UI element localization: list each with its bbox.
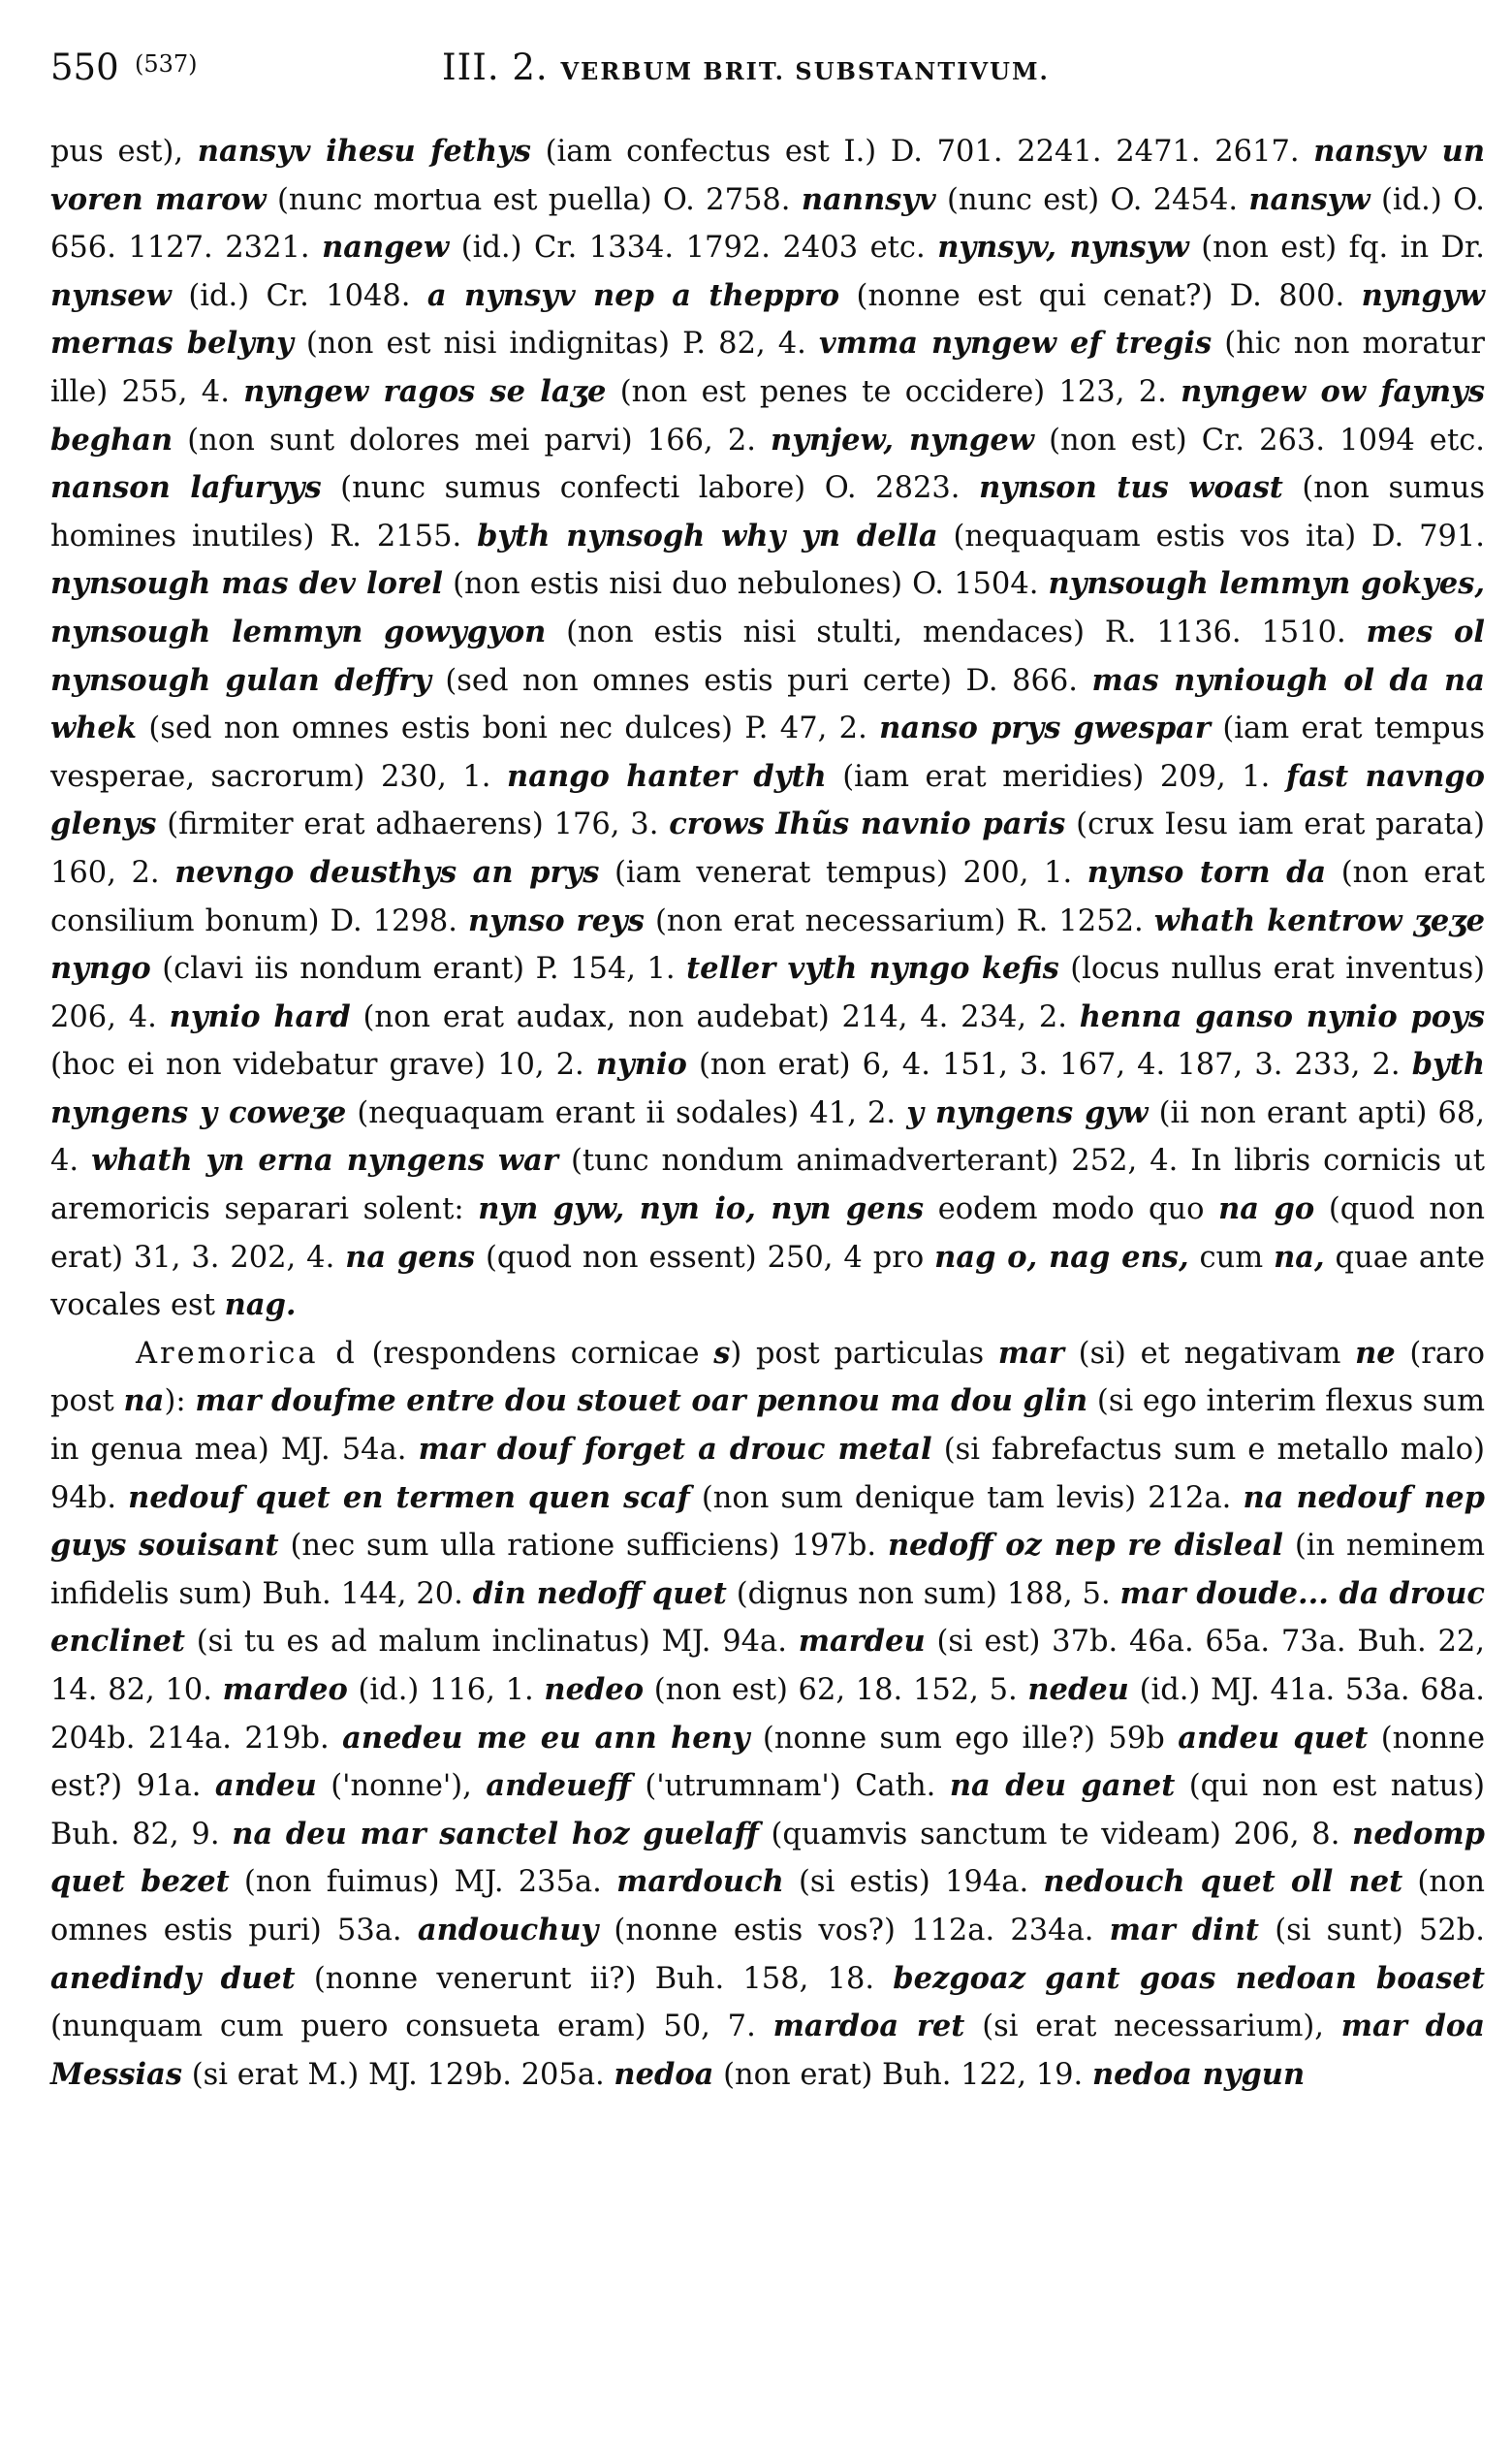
cited-form: andeueff (486, 1768, 631, 1804)
gloss-text: (non sumus homines inutiles) R. 2155. (50, 471, 1486, 554)
cited-form: mar dint (1109, 1912, 1260, 1947)
cited-form: nannsyv (801, 181, 936, 217)
gloss-text: (nonne estis vos?) 112a. 234a. (598, 1913, 1110, 1947)
cited-form: nyn gyw, nyn io, nyn gens (478, 1191, 925, 1227)
gloss-text: (locus nullus erat inventus) 206, 4. (50, 952, 1485, 1034)
page-number: 550 (50, 47, 119, 88)
gloss-text: ('utrumnam') Cath. (630, 1769, 950, 1804)
gloss-text: (quod non essent) 250, 4 pro (475, 1240, 935, 1275)
gloss-text: (id.) 116, 1. (347, 1673, 545, 1707)
gloss-text: (dignus non sum) 188, 5. (726, 1576, 1120, 1611)
gloss-text: (si est) 37b. 46a. 65a. 73a. Buh. 22, 14. 82, 10. (50, 1625, 1485, 1707)
gloss-text: (si) et negativam (1063, 1336, 1356, 1371)
gloss-text: (nunc mortua est puella) O. 2758. (266, 182, 802, 217)
cited-form: s (713, 1335, 731, 1371)
cited-form: anedeu me eu ann heny (342, 1720, 750, 1756)
gloss-text: (nequaquam estis vos ita) D. 791. (937, 519, 1485, 554)
gloss-text: (iam confectus est I.) D. 701. 2241. 2471. 2617. (530, 135, 1314, 169)
cited-form: na gens (345, 1239, 476, 1275)
cited-form: nedoa nygun (1091, 2056, 1306, 2092)
cited-form: vmma nyngew ef tregis (818, 326, 1213, 362)
gloss-text: (sed non omnes estis boni nec dulces) P. 47, 2. (136, 712, 880, 746)
cited-form: nedouch quet oll net (1043, 1864, 1403, 1900)
gloss-text: (si estis) 194a. (783, 1865, 1044, 1900)
gloss-text: (non fuimus) MJ. 235a. (229, 1865, 617, 1900)
cited-form: nynson tus woast (979, 470, 1283, 506)
gloss-text: (si ego interim flexus sum in genua mea) MJ. 54a. (50, 1384, 1486, 1468)
gloss-text: (nunc est) O. 2454. (935, 182, 1249, 217)
gloss-text: (si sunt) 52b. (1259, 1913, 1485, 1947)
gloss-text: (crux Iesu iam erat parata) 160, 2. (50, 807, 1486, 890)
running-head (50, 37, 1485, 95)
gloss-text: (nonne est qui cenat?) D. 800. (839, 278, 1362, 313)
cited-form: mar (997, 1335, 1064, 1371)
paragraph-2 (50, 1330, 1485, 2100)
cited-form: nynsough lemmyn gokyes, nynsough lemmyn gowygyon (50, 566, 1485, 649)
cited-form: henna ganso nynio poys (1079, 998, 1486, 1034)
cited-form: whath kentrow ʒeʒe nyngo (50, 902, 1485, 987)
cited-form: andouchuy (417, 1912, 599, 1947)
cited-form: mes ol nynsough gulan deffry (50, 614, 1485, 698)
cited-form: na (123, 1383, 165, 1419)
gloss-text: quae ante vocales est (50, 1240, 1486, 1323)
gloss-text: (nunquam cum puero consueta eram) 50, 7. (50, 2010, 773, 2044)
cited-form: nedomp quet bezet (50, 1816, 1486, 1900)
cited-form: mas nyniough ol da na whek (50, 662, 1485, 746)
cited-form: nag. (224, 1287, 297, 1323)
gloss-text: (si erat necessarium), (964, 2010, 1341, 2044)
cited-form: mar doa Messias (50, 2009, 1486, 2092)
gloss-text: (sed non omnes estis puri certe) D. 866. (430, 663, 1092, 698)
cited-form: ne (1355, 1335, 1396, 1371)
gloss-text: eodem modo quo (924, 1192, 1219, 1227)
gloss-text: ) post particulas (730, 1336, 998, 1371)
cited-form: mardeo (222, 1672, 348, 1707)
gloss-text: (non est) Cr. 263. 1094 etc. (1034, 423, 1486, 458)
cited-form: nedouf quet en termen quen scaf (128, 1479, 690, 1515)
cited-form: nedoa (614, 2056, 714, 2092)
gloss-text: (non erat audax, non audebat) 214, 4. 234, 2. (350, 999, 1080, 1034)
gloss-text: (non omnes estis puri) 53a. (50, 1865, 1485, 1947)
cited-form: na go (1218, 1191, 1315, 1227)
gloss-text: (tunc nondum animadverterant) 252, 4. In libris cornicis ut aremoricis separari solent: (50, 1144, 1485, 1227)
cited-form: nango hanter dyth (507, 758, 827, 794)
body-text (50, 128, 1485, 2099)
cited-form: nynjew, nyngew (771, 422, 1035, 458)
cited-form: na deu mar sanctel hoz guelaff (232, 1816, 759, 1851)
cited-form: mar doufme entre dou stouet oar pennou ma dou glin (195, 1383, 1088, 1419)
cited-form: byth nyngens y coweʒe (50, 1047, 1485, 1130)
gloss-text: (si erat M.) MJ. 129b. 205a. (182, 2057, 614, 2092)
gloss-text: (non est nisi indignitas) P. 82, 4. (293, 327, 819, 362)
cited-form: whath yn erna nyngens war (91, 1143, 558, 1179)
section-caption: VERBUM BRIT. SUBSTANTIVUM. (560, 57, 1050, 85)
gloss-text: (non sum denique tam levis) 212a. (689, 1480, 1244, 1515)
gloss-text: (id.) MJ. 41a. 53a. 68a. 204b. 214a. 219b. (50, 1673, 1485, 1756)
gloss-text: ('nonne'), (316, 1769, 487, 1804)
cited-form: nansyv ihesu fethys (197, 134, 531, 169)
cited-form: nyngew ragos se laʒe (243, 373, 607, 409)
gloss-text: (nonne venerunt ii?) Buh. 158, 18. (295, 1961, 894, 1996)
cited-form: nanson lafuryys (50, 470, 322, 506)
cited-form: mar doude... da drouc enclinet (50, 1575, 1485, 1660)
gloss-text: (nunc sumus confecti labore) O. 2823. (321, 471, 980, 506)
cited-form: nynio hard (169, 998, 351, 1034)
cited-form: mar douf forget a drouc metal (418, 1432, 932, 1468)
gloss-text: (nonne est?) 91a. (50, 1721, 1485, 1804)
cited-form: na deu ganet (949, 1768, 1176, 1804)
gloss-text: (hoc ei non videbatur grave) 10, 2. (50, 1048, 596, 1083)
cited-form: teller vyth nyngo kefis (686, 951, 1059, 987)
gloss-text: (non sunt dolores mei parvi) 166, 2. (173, 423, 772, 458)
cited-form: byth nynsogh why yn della (477, 518, 938, 554)
cited-form: anedindy duet (50, 1960, 296, 1996)
cited-form: nynso torn da (1087, 854, 1327, 890)
gloss-text: (clavi iis nondum erant) P. 154, 1. (150, 952, 687, 987)
gloss-text: (quod non erat) 31, 3. 202, 4. (50, 1192, 1486, 1275)
cited-form: mardoa ret (772, 2009, 965, 2044)
gloss-text: (qui non est natus) Buh. 82, 9. (50, 1769, 1485, 1851)
gloss-text: (non estis nisi duo nebulones) O. 1504. (443, 567, 1049, 602)
gloss-text: (non erat necessarium) R. 1252. (644, 903, 1154, 938)
cited-form: nanso prys gwespar (879, 711, 1211, 746)
gloss-text: (iam erat tempus vesperae, sacrorum) 230, 1. (50, 712, 1485, 794)
gloss-text: ): (164, 1384, 196, 1419)
cited-form: andeu quet (1178, 1720, 1369, 1756)
paragraph-1 (50, 128, 1485, 1330)
gloss-text: (id.) O. 656. 1127. 2321. (50, 182, 1485, 266)
book-page (50, 37, 1485, 2099)
cited-form: mardouch (616, 1864, 784, 1900)
cited-form: a nynsyv nep a theppro (426, 277, 840, 313)
gloss-text: (raro post (50, 1336, 1485, 1419)
gloss-text: (nec sum ulla ratione sufficiens) 197b. (278, 1529, 888, 1564)
gloss-text: (si fabrefactus sum e metallo malo) 94b. (50, 1433, 1486, 1515)
gloss-text: cum (1188, 1240, 1275, 1275)
cited-form: crows Ihũs navnio paris (669, 807, 1066, 842)
gloss-text: (non est penes te occidere) 123, 2. (606, 374, 1181, 409)
gloss-text: (firmiter erat adhaerens) 176, 3. (156, 807, 670, 842)
original-page-number: (537) (135, 50, 198, 78)
cited-form: nyngew ow faynys beghan (50, 373, 1485, 458)
cited-form: nyngyw mernas belyny (50, 277, 1485, 362)
gloss-text: (ii non erant apti) 68, 4. (50, 1095, 1485, 1179)
cited-form: nevngo deusthys an prys (174, 854, 600, 890)
gloss-text: (iam venerat tempus) 200, 1. (599, 855, 1087, 890)
cited-form: fast navngo glenys (50, 758, 1486, 842)
gloss-text: (hic non moratur ille) 255, 4. (50, 327, 1486, 409)
section-title (442, 47, 1050, 88)
gloss-text: (si tu es ad malum inclinatus) MJ. 94a. (185, 1625, 799, 1660)
cited-form: nynsough mas dev lorel (50, 566, 443, 602)
cited-form: bezgoaz gant goas nedoan boaset (893, 1960, 1486, 1996)
gloss-text: (in neminem infidelis sum) Buh. 144, 20. (50, 1529, 1485, 1611)
gloss-text: (quamvis sanctum te videam) 206, 8. (758, 1817, 1353, 1851)
gloss-text: (nonne sum ego ille?) 59b (749, 1721, 1179, 1756)
cited-form: nynso reys (468, 902, 645, 938)
cited-form: y nyngens gyw (906, 1094, 1149, 1130)
cited-form: nynsew (50, 277, 172, 313)
cited-form: nangew (322, 230, 450, 266)
gloss-text: (non est) 62, 18. 152, 5. (644, 1673, 1028, 1707)
spaced-heading: Aremorica d (136, 1336, 358, 1371)
cited-form: andeu (214, 1768, 317, 1804)
gloss-text: pus est), (50, 135, 198, 169)
cited-form: nansyv un voren marow (50, 134, 1485, 217)
cited-form: na, (1274, 1239, 1325, 1275)
gloss-text: (respondens cornicae (357, 1336, 714, 1371)
cited-form: mardeu (798, 1624, 926, 1660)
cited-form: nedeo (544, 1672, 645, 1707)
cited-form: nansyw (1248, 181, 1370, 217)
cited-form: nedoff oz nep re disleal (887, 1528, 1283, 1564)
gloss-text: (iam erat meridies) 209, 1. (826, 759, 1286, 794)
gloss-text: (nequaquam erant ii sodales) 41, 2. (346, 1095, 907, 1130)
gloss-text: (id.) Cr. 1334. 1792. 2403 etc. (449, 231, 938, 266)
cited-form: na nedouf nep guys souisant (50, 1479, 1485, 1564)
cited-form: nedeu (1027, 1672, 1129, 1707)
gloss-text: (non est) fq. in Dr. (1188, 231, 1485, 266)
cited-form: nynio (595, 1047, 687, 1083)
gloss-text: (non erat consilium bonum) D. 1298. (50, 855, 1485, 938)
cited-form: nag o, nag ens, (934, 1239, 1189, 1275)
gloss-text: (non erat) Buh. 122, 19. (713, 2057, 1092, 2092)
gloss-text: (non erat) 6, 4. 151, 3. 167, 4. 187, 3. 233, 2. (686, 1048, 1412, 1083)
section-number: III. 2. (442, 47, 549, 88)
cited-form: nynsyv, nynsyw (937, 230, 1189, 266)
cited-form: din nedoff quet (472, 1575, 727, 1611)
gloss-text: (id.) Cr. 1048. (171, 278, 427, 313)
gloss-text: (non estis nisi stulti, mendaces) R. 1136. 1510. (546, 615, 1367, 649)
